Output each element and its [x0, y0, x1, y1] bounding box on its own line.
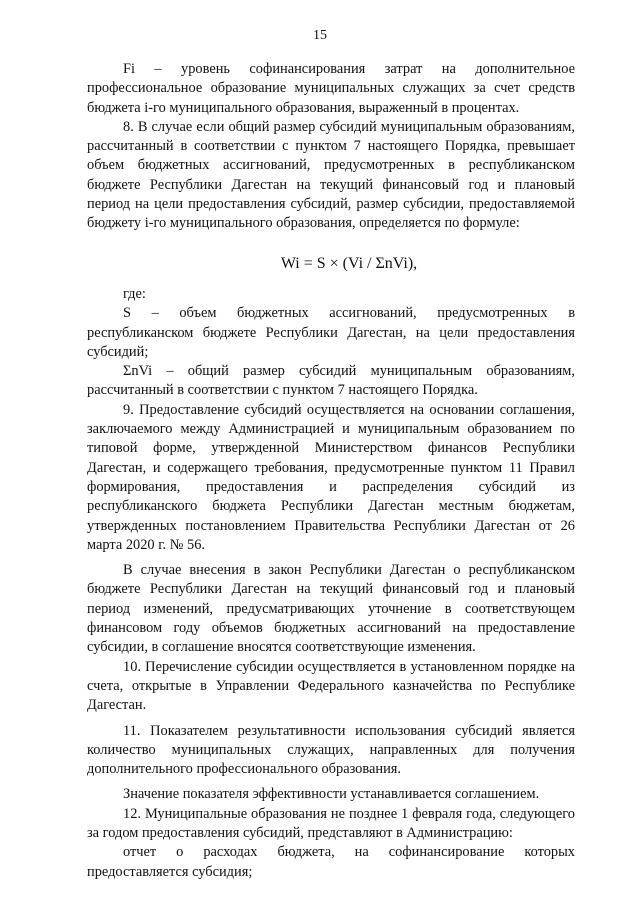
document-body: [87, 60, 575, 882]
paragraph-item-8: 8. В случае если общий размер субсидий муниципальным образованиям, рассчитанный в соответствии с пунктом 7 настоящего Порядка, превышает объем бюджетных ассигнований, предусмотренных в республиканском бюджете Республики Дагестан на текущий финансовый год и плановый период на цели предоставления субсидий, размер субсидии, предоставляемой бюджету i-го муниципального образования, определяется по формуле:: [87, 118, 575, 232]
paragraph-sum-definition: ΣnVi – общий размер субсидий муниципальным образованиям, рассчитанный в соответствии с пунктом 7 настоящего Порядка.: [87, 363, 575, 399]
page-number: 15: [313, 28, 327, 43]
paragraph-item-11: 11. Показателем результативности использования субсидий является количество муниципальных служащих, направленных для получения дополнительного профессионального образования.: [87, 722, 575, 778]
formula-wi: Wi = S × (Vi / ΣnVi),: [280, 254, 418, 272]
paragraph-item-9: 9. Предоставление субсидий осуществляется на основании соглашения, заключаемого между Администрацией и муниципальным образованием по типовой форме, утвержденной Министерством финансов Республики Дагестан, и содержащего требования, предусмотренные пунктом 11 Правил формирования, предоставления и распределения субсидий из республиканского бюджета Республики Дагестан местным бюджетам, утвержденных постановлением Правительства Республики Дагестан от 26 марта 2020 г. № 56.: [87, 401, 575, 553]
paragraph-fi-definition: Fi – уровень софинансирования затрат на дополнительное профессиональное образование муниципальных служащих за счет средств бюджета i-го муниципального образования, выраженный в процентах.: [87, 61, 575, 116]
paragraph-s-definition: S – объем бюджетных ассигнований, предусмотренных в республиканском бюджете Республики Дагестан, на цели предоставления субсидий;: [87, 305, 575, 360]
paragraph-report: отчет о расходах бюджета, на софинансирование которых предоставляется субсидия;: [87, 844, 575, 880]
paragraph-item-10: 10. Перечисление субсидии осуществляется в установленном порядке на счета, открытые в Управлении Федерального казначейства по Республике Дагестан.: [87, 658, 575, 714]
paragraph-where: где:: [123, 285, 146, 302]
paragraph-item-12: 12. Муниципальные образования не позднее 1 февраля года, следующего за годом предоставления субсидий, представляют в Администрацию:: [87, 805, 575, 841]
paragraph-indicator-value: Значение показателя эффективности устанавливается соглашением.: [123, 786, 540, 803]
paragraph-law-changes: В случае внесения в закон Республики Дагестан о республиканском бюджете Республики Дагестан на текущий финансовый год и плановый период изменений, предусматривающих уточнение в соответствующем финансовом году объемов бюджетных ассигнований на предоставление субсидии, в соглашение вносятся соответствующие изменения.: [87, 562, 575, 656]
